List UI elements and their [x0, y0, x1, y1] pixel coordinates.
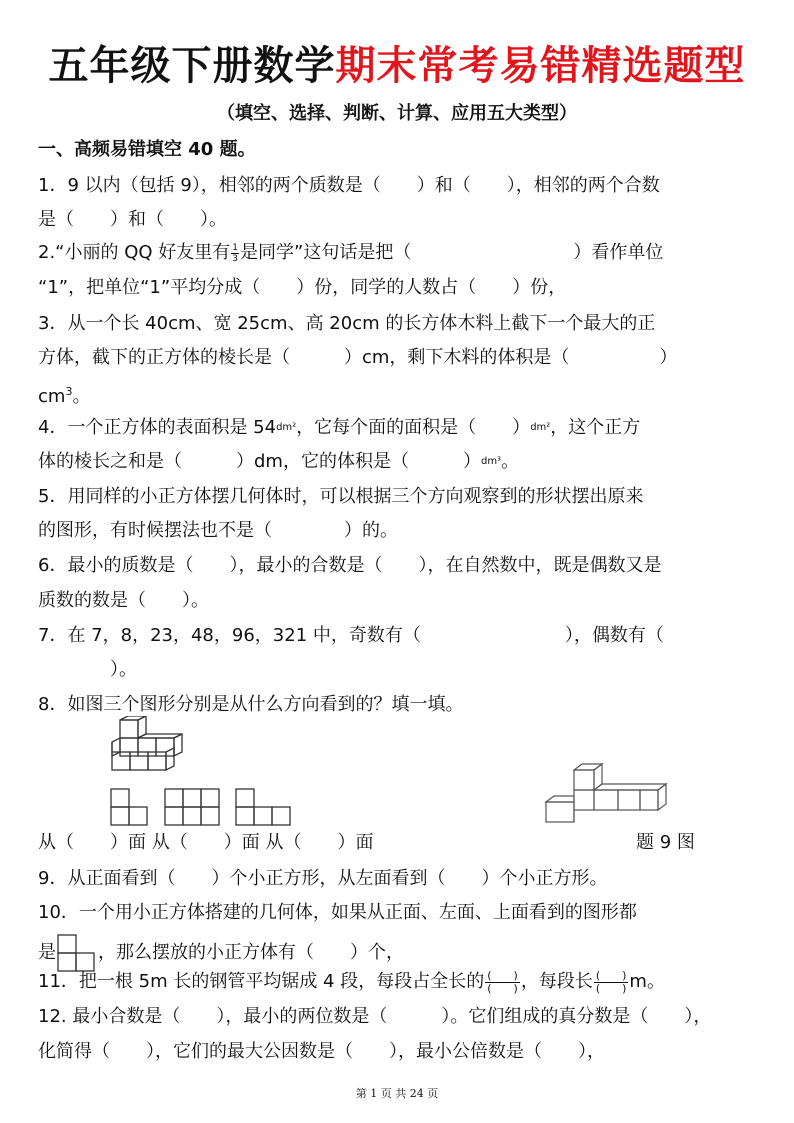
q8-direction-labels: 从（ ）面 从（ ）面 从（ ）面 — [38, 832, 374, 853]
q7-line1: 7．在 7，8，23，48，96，321 中，奇数有（ ），偶数有（ — [38, 625, 664, 646]
title-black-part: 五年级下册数学 — [48, 43, 336, 89]
q4-text-d: 体的棱长之和是（ ）dm，它的体积是（ ） — [38, 451, 481, 472]
q4-unit3: dm³ — [480, 456, 502, 467]
q2-fraction-denominator: 3 — [232, 253, 239, 264]
q2-text-a: 2.“小丽的 QQ 好友里有 — [38, 242, 231, 263]
q3-unit: cm — [38, 386, 66, 407]
q10-line1: 10．一个用小正方体搭建的几何体，如果从正面、左面、上面看到的图形都 — [38, 902, 637, 923]
q4-text-e: 。 — [501, 451, 520, 472]
q4-unit2: dm² — [530, 422, 551, 433]
q8-cube-figure — [108, 716, 184, 772]
q11-fraction1-denominator: ( ) — [487, 981, 518, 995]
q4-text-b: ，它每个面的面积是（ ） — [296, 417, 531, 438]
q5-line2: 的图形，有时候摆法也不是（ ）的。 — [38, 520, 398, 541]
q9-cube-figure — [544, 762, 670, 824]
q3-line2: 方体，截下的正方体的棱长是（ ）cm，剩下木料的体积是（ ） — [38, 347, 678, 368]
q3-unit-sup: 3 — [65, 385, 73, 398]
q12-line1: 12. 最小合数是（ ），最小的两位数是（ ）。它们组成的真分数是（ ）， — [38, 1006, 712, 1027]
q1-line2: 是（ ）和（ ）。 — [38, 209, 227, 230]
page-subtitle: （填空、选择、判断、计算、应用五大类型） — [217, 103, 577, 124]
q10-line2 — [38, 934, 404, 972]
q3-line3 — [38, 379, 90, 410]
q11-fraction2-numerator: ( ) — [595, 968, 627, 982]
q11-text-a: 11．把一根 5m 长的钢管平均锯成 4 段，每段占全长的 — [38, 971, 485, 992]
q10-view-figure — [56, 934, 98, 972]
q4-text-c: ，这个正方 — [550, 417, 641, 438]
q10-text-a: 是 — [38, 942, 56, 963]
q2-text-b: 是同学”这句话是把（ ）看作单位 — [240, 242, 664, 263]
q8-view1-figure — [110, 788, 152, 826]
q2-fraction — [231, 243, 239, 264]
q1-line1: 1．9 以内（包括 9），相邻的两个质数是（ ）和（ ），相邻的两个合数 — [38, 175, 660, 196]
q4-line1 — [38, 415, 640, 441]
q6-line2: 质数的数是（ ）。 — [38, 590, 209, 611]
q5-line1: 5．用同样的小正方体摆几何体时，可以根据三个方向观察到的形状摆出原来 — [38, 486, 644, 507]
page-footer: 第 1 页 共 24 页 — [355, 1087, 439, 1100]
q2-fraction-numerator: 1 — [232, 242, 239, 253]
q8-line1: 8．如图三个图形分别是从什么方向看到的？填一填。 — [38, 694, 464, 715]
q3-line1: 3．从一个长 40cm、宽 25cm、高 20cm 的长方体木料上截下一个最大的正 — [38, 313, 656, 334]
q11-fraction1-numerator: ( ) — [487, 968, 518, 982]
q6-line1: 6．最小的质数是（ ），最小的合数是（ ），在自然数中，既是偶数又是 — [38, 555, 662, 576]
q9-figure-label: 题 9 图 — [636, 832, 695, 853]
q2-line1 — [38, 240, 663, 266]
q3-end: 。 — [72, 386, 91, 407]
q11-text-c: m。 — [629, 971, 665, 992]
title-red-part: 期末常考易错精选题型 — [335, 43, 746, 89]
q8-view3-figure — [235, 788, 295, 826]
section-heading: 一、高频易错填空 40 题。 — [38, 139, 256, 160]
q11-fraction2 — [594, 970, 629, 995]
q11-text-b: ，每段长 — [520, 971, 593, 992]
q12-line2: 化简得（ ），它们的最大公因数是（ ），最小公倍数是（ ）， — [38, 1041, 605, 1062]
q11-line1 — [38, 969, 665, 995]
q2-line2: “1”，把单位“1”平均分成（ ）份，同学的人数占（ ）份， — [38, 277, 567, 298]
q7-line2: ）。 — [38, 659, 137, 680]
q4-line2 — [38, 449, 519, 475]
q9-line1: 9．从正面看到（ ）个小正方形，从左面看到（ ）个小正方形。 — [38, 868, 608, 889]
q10-text-b: ，那么摆放的小正方体有（ ）个， — [98, 942, 404, 963]
q11-fraction2-denominator: ( ) — [595, 981, 627, 995]
page-title — [0, 40, 794, 92]
q8-view2-figure — [164, 788, 224, 826]
q4-text-a: 4．一个正方体的表面积是 54 — [38, 417, 277, 438]
q11-fraction1 — [485, 970, 520, 995]
q4-unit1: dm² — [276, 422, 297, 433]
